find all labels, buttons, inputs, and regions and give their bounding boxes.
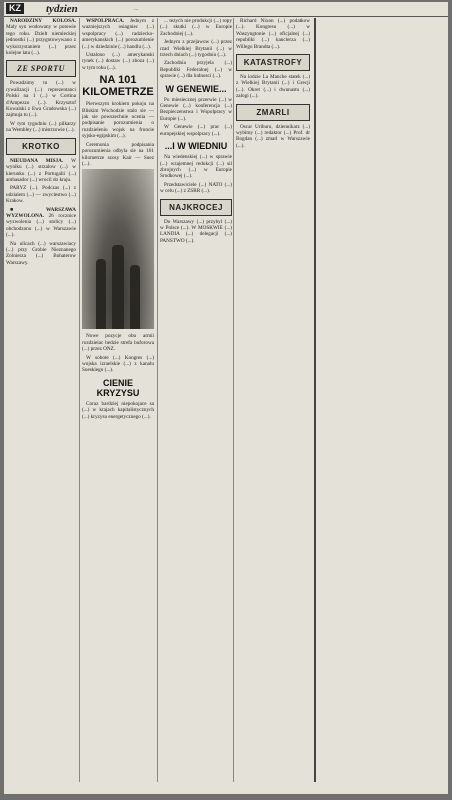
column-2	[82, 18, 154, 782]
masthead	[4, 2, 448, 17]
newspaper-page	[4, 2, 448, 794]
article-headline: ...I W WIEDNIU	[164, 141, 228, 152]
section-box-disasters: KATASTROFY	[236, 54, 310, 71]
column-divider	[233, 18, 234, 782]
article-headline: NA 101 KILOMETRZE	[82, 74, 154, 99]
article-body: Pierwszym krokiem pokoju na Bliskim Wschodzie stalo sie — jak sie powszechnie ocenia — podpisanie porozumienia o rozdzieleniu wojsk na froncie syjsko-egipskim (...).	[82, 101, 154, 140]
section-box-short: KROTKO	[6, 138, 76, 155]
news-photo	[82, 169, 154, 329]
column-divider	[79, 18, 80, 782]
column-3	[160, 18, 232, 782]
photo-caption: Nowe pozycje obu armii rozdzielac bedzie strefa buforowa (...) przez ONZ.	[82, 333, 154, 353]
masthead-note: ...	[134, 6, 139, 12]
article-body: Po miesiecznej przerwie (...) w Genewie (...) konferencja (...) Bezpieczenstwa i Wspolpracy w Europie (...).	[160, 96, 232, 122]
column-1	[6, 18, 76, 782]
article-body-2: W Genewie (...) prac (...) europejskiej wspolpracy (...).	[160, 124, 232, 137]
coop-body-2: Ustalono (...) amerykanski rynek (...) dostaw (...) zboza (...) w tym roku (...).	[82, 52, 154, 71]
article-body-3: Zachodnia przyjela (...) Republiki Federalnej (...) w sprawie (...) dla ludnosci (...).	[160, 60, 232, 80]
sport-body-2: W tym tygodniu (...) pilkarzy na Wembley (...) mistrzowie (...).	[6, 120, 76, 134]
article-body: Coraz bardziej niepokojace sa (...) w krajach kapitalistycznych (...) kryzysu energetycznego (...).	[82, 400, 154, 420]
item-body: Maly syn wodowany w potowie tego roku. Dzielt niemieckiej jednostki (...) przygotowywano z wykorzystaniem (...) przez kolejne lata (...).	[6, 24, 76, 57]
disasters-body: Na lodzie La Manche statek (...) z Wielkiej Brytanii (...) i Grecji (...). Okret (...) i dwunastu (...) zalogi (...).	[236, 74, 310, 100]
article-body-2: Jednym z przejawow (...) przez rzad Wielkiej Brytanii (...) w trzech dniach (...) tygodniu (...).	[160, 39, 232, 59]
article-headline: W GENEWIE...	[165, 83, 227, 94]
item-body: Jednym z wazniejszych osiagniec (...) wspolpracy (...) radziecko-amerykanskich (...) porozumienie (...) w dziedzinie (...) handlu (...).	[82, 18, 154, 50]
sport-body: Powadzimy tu (...) w rywalizacji (...) reprezentanci Polski na 1 (...) w Cortina d'Ampezzo (...). Krzysztof Kowalski z Ewa Gradowska (...) zajmuja tu (...).	[6, 80, 76, 119]
section-box-sport: ZE SPORTU	[6, 60, 76, 77]
column-divider	[157, 18, 158, 782]
column-4	[236, 18, 310, 782]
photo-figure	[112, 245, 124, 329]
item-headline: NARODZINY KOLOSA.	[10, 18, 76, 24]
article-body: Richard Nixon (...) podatkow (...). Kongresu (...) w Waszyngtonie (...) oficjalnej (...) republiki (...) kanclerza (...) Willego Brandta (...).	[236, 18, 310, 50]
item-headline: WSPOLPRACA.	[86, 18, 125, 24]
photo-caption-2: W sobote (...) Kongres (...) wojska izraelskie (...) z kanalu Sueskiego (...).	[82, 354, 154, 374]
article-body-2: Przedstawiciele (...) NATO (...) w celu (...) z ZSRR (...).	[160, 181, 232, 195]
bullet-icon: ■	[10, 206, 47, 213]
newspaper-logo: KZ	[6, 3, 24, 14]
item-body: 26 rocznice wyzwolenia (...) stolicy (...) obchodzono (...) w Warszawie (...).	[6, 212, 76, 239]
section-title: tydzien	[46, 3, 78, 15]
article-body: Na wiedenskiej (...) w sprawie (...) wzajemnej redukcji (...) sil zbrojnych (...) w Europie Srodkowej (...).	[160, 154, 232, 180]
item-headline: WARSZAWA WYZWOLONA.	[6, 206, 76, 219]
photo-figure	[130, 265, 140, 329]
latest-body: Do Warszawy (...) przybyl (...) w Polsce (...). W MOSKWIE (...) LANDIA (...) delegacji (...) PANSTWO (...).	[160, 218, 232, 244]
article-body: ... tezych nie produkcji (...) ropy (...) skutki (...) w Europie Zachodniej (...).	[160, 18, 232, 37]
article-headline: CIENIE KRYZYSU	[96, 377, 140, 398]
article-body-2: Ceremonia podpisania porozumienia odbyla sie na 101 kilometrze szosy Kair — Suez (...).	[82, 141, 154, 167]
item-body: W wyniku (...) strzalow (...) w kierunku (...) z Portugalii (...) ambasador (...) wrocil do kraju.	[6, 157, 76, 183]
photo-figure	[96, 259, 106, 329]
section-box-deaths: ZMARLI	[236, 104, 310, 121]
item-headline: NIEUDANA MISJA.	[10, 157, 64, 164]
deaths-body: Oscar Uriburu, dziennikarz (...) wybitny (...) redaktor (...) Prof. dr Bogdan (...) zmarl w Warszawie (...).	[236, 123, 310, 149]
page-footer	[4, 784, 448, 794]
page-margin-rule	[314, 18, 316, 782]
warsaw-body-2: Na ulicach (...) warszawiacy (...) przy Grobie Nieznanego Zolnierza (...) Bohaterow Warszawy.	[6, 240, 76, 266]
section-box-latest: NAJKROCEJ	[160, 199, 232, 216]
short-body-2: PARYZ (...). Podczas (...) z udzialem (...) — zwyciestwo (...) Krakow.	[6, 185, 76, 205]
